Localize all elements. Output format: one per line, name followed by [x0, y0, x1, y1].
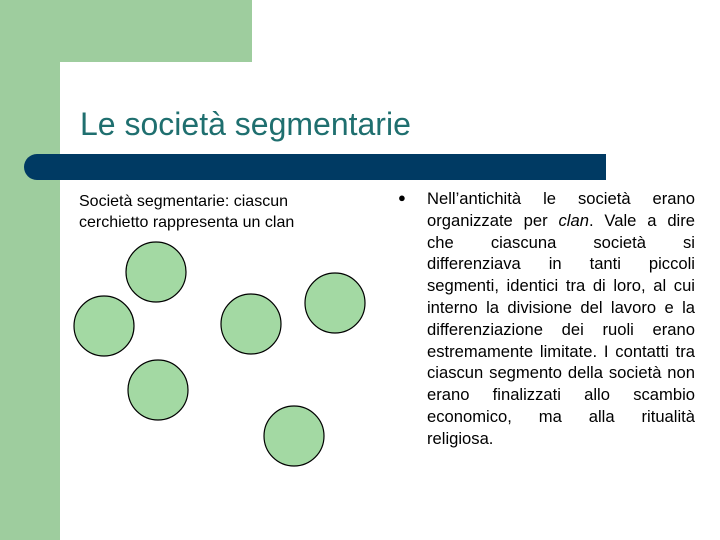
- bullet-paragraph: [427, 188, 695, 450]
- clan-circle: [128, 360, 188, 420]
- left-caption: Società segmentarie: ciascun cerchietto rappresenta un clan: [79, 193, 295, 231]
- clan-circle: [264, 406, 324, 466]
- paragraph-text-part: . Vale a dire che ciascuna società si differenziava in tanti piccoli segmenti, identici tra di loro, al cui interno la divisione del lavoro e la differenziazione dei ruoli erano estremamente limitate. I contatti tra ciascun segmento della società non erano finalizzati allo scambio economico, ma alla ritualità religiosa.: [427, 210, 695, 448]
- clan-circle: [221, 294, 281, 354]
- paragraph-italic-term: clan: [558, 210, 589, 230]
- paragraph-text-part: Nell’antichità le società erano organizzate per: [427, 189, 695, 230]
- clan-circle: [126, 242, 186, 302]
- bullet-dot: ●: [398, 190, 406, 205]
- clan-circle: [305, 273, 365, 333]
- slide-title: Le società segmentarie: [80, 106, 411, 142]
- clan-circle: [74, 296, 134, 356]
